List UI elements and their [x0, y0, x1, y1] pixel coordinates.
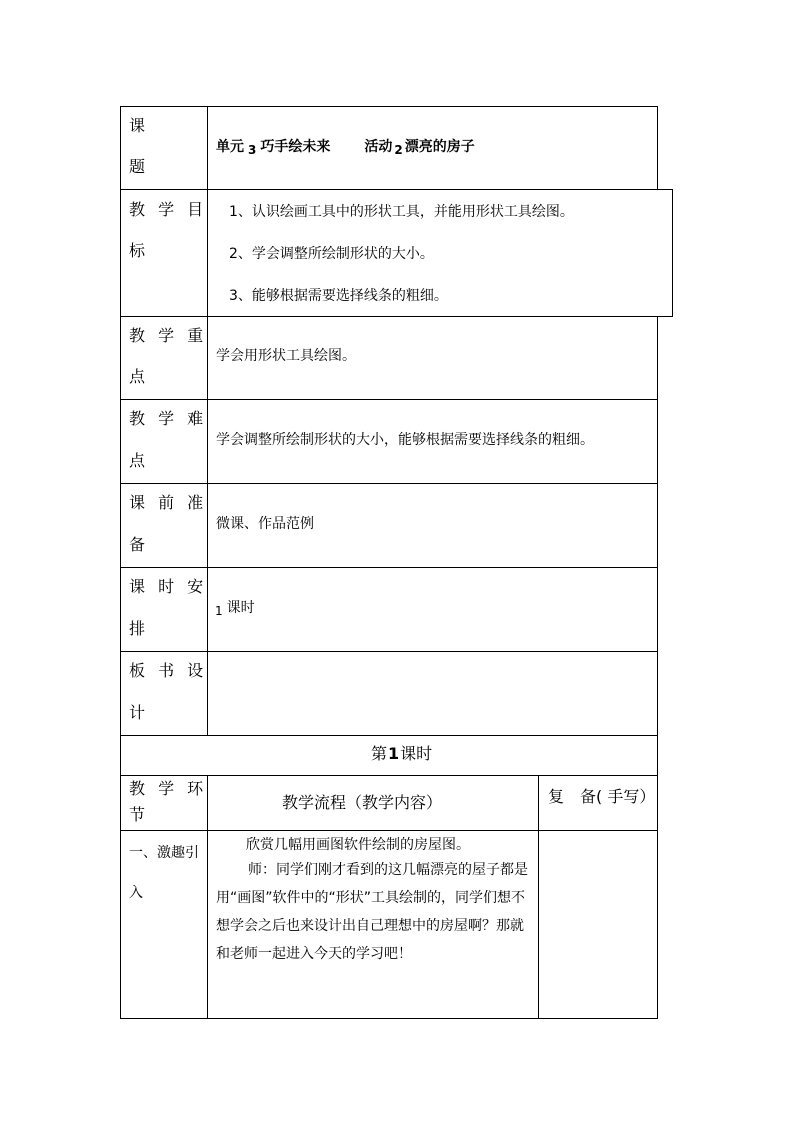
goal-item-1: 1、认识绘画工具中的形状工具，并能用形状工具绘图。 [229, 204, 574, 220]
prep-label-line2: 备 [129, 535, 146, 554]
sched-label-line2: 排 [129, 619, 146, 638]
session-number: 1 [388, 744, 400, 763]
rule-header-bottom [120, 830, 658, 831]
rule-sched-bottom [120, 651, 658, 652]
rule-review-col [538, 775, 539, 1019]
review-header: 复 备( 手写） [548, 787, 656, 806]
topic-content [216, 138, 475, 156]
board-label-line1: 板 书 设 [129, 661, 208, 680]
schedule-number: 1 [215, 604, 223, 618]
goal-item-2: 2、学会调整所绘制形状的大小。 [229, 246, 434, 262]
topic-label-line2: 题 [129, 157, 146, 176]
goal-item-3: 3、能够根据需要选择线条的粗细。 [229, 288, 448, 304]
activity-title: 漂亮的房子 [404, 139, 475, 155]
rule-right-mid [657, 316, 658, 1019]
rule-top [120, 106, 658, 107]
schedule-content [215, 599, 255, 617]
unit-title: 巧手绘未来 [260, 139, 331, 155]
rule-prep-bottom [120, 567, 658, 568]
topic-label-line1: 课 [129, 116, 146, 135]
stage-1-para-1: 欣赏几幅用画图软件绘制的房屋图。 [246, 837, 470, 853]
rule-label-col-lower [207, 775, 208, 1019]
unit-number: 3 [248, 143, 257, 157]
goals-label-line2: 标 [129, 241, 146, 260]
rule-goals-bottom [120, 316, 673, 317]
rule-left [120, 106, 121, 1019]
diff-label-line1: 教 学 难 [129, 409, 208, 428]
rule-topic-bottom [120, 189, 673, 190]
stage-1-label-line1: 一、激趣引 [129, 845, 199, 861]
rule-session-bottom [120, 775, 658, 776]
stage-header-line1: 教 学 环 [129, 779, 208, 798]
flow-header: 教学流程（教学内容） [282, 793, 443, 812]
key-label-line2: 点 [129, 367, 146, 386]
prep-label-line1: 课 前 准 [129, 493, 208, 512]
schedule-unit: 课时 [226, 600, 255, 616]
stage-1-para-2: 师：同学们刚才看到的这几幅漂亮的屋子都是用“画图”软件中的“形状”工具绘制的，同学们想不想学会之后也来设计出自己理想中的房屋啊？那就和老师一起进入今天的学习吧！ [216, 862, 528, 962]
key-label-line1: 教 学 重 [129, 326, 208, 345]
stage-1-label-line2: 入 [129, 885, 143, 901]
board-label-line2: 计 [129, 703, 146, 722]
sched-label-line1: 课 时 安 [129, 577, 208, 596]
goals-label-line1: 教 学 目 [129, 200, 208, 219]
unit-word: 单元 [216, 139, 244, 155]
rule-right-goals [672, 189, 673, 317]
rule-key-bottom [120, 399, 658, 400]
rule-board-bottom [120, 735, 658, 736]
difficulties-content: 学会调整所绘制形状的大小，能够根据需要选择线条的粗细。 [216, 432, 594, 448]
session-title: 第1课时 [371, 744, 433, 763]
stage-header-line2: 节 [129, 805, 146, 824]
activity-number: 2 [394, 143, 403, 157]
diff-label-line2: 点 [129, 451, 146, 470]
key-points-content: 学会用形状工具绘图。 [216, 348, 356, 364]
rule-right-upper [657, 106, 658, 190]
rule-table-bottom [120, 1018, 658, 1019]
rule-diff-bottom [120, 483, 658, 484]
activity-word: 活动 [364, 139, 393, 155]
preparation-content: 微课、作品范例 [216, 516, 314, 532]
